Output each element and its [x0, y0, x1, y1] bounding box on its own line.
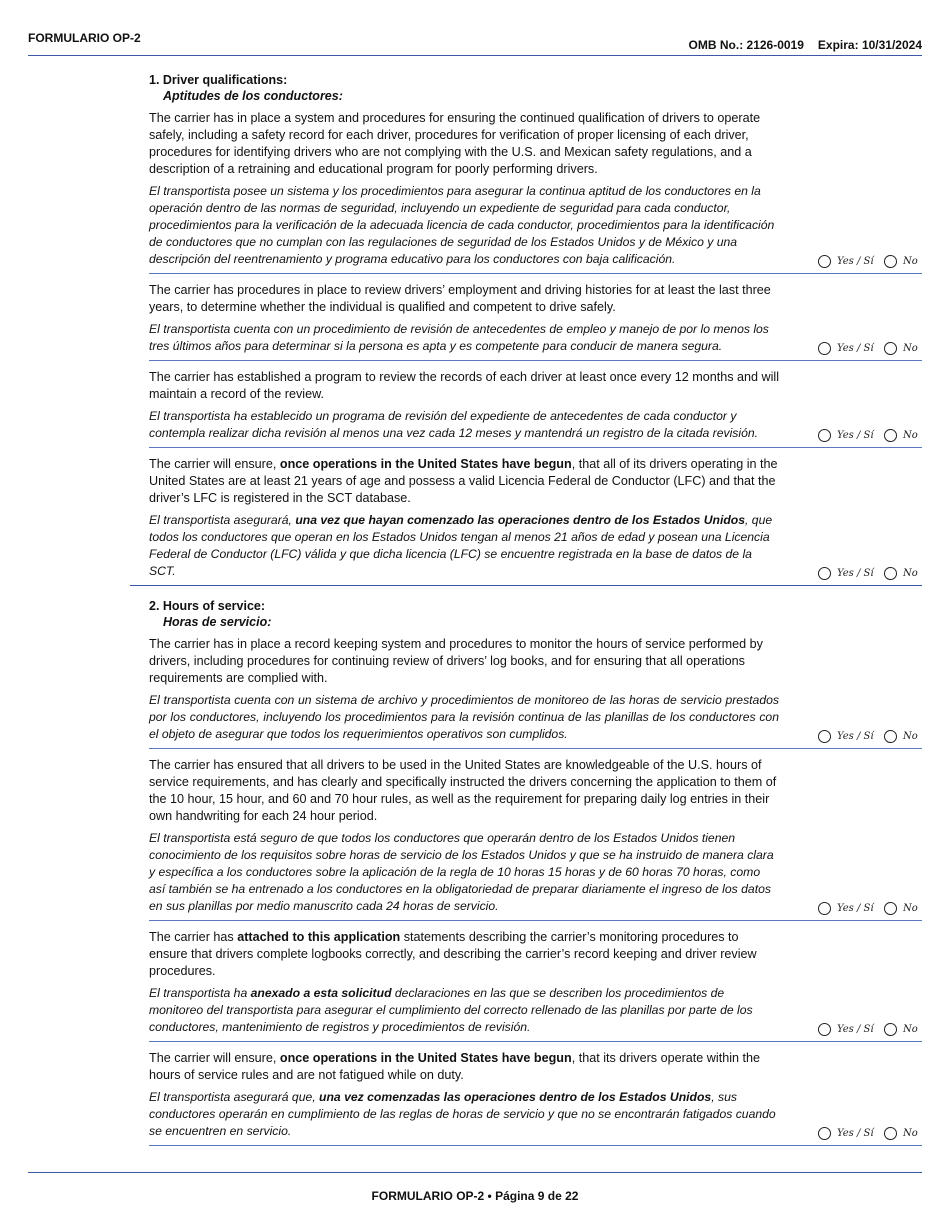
text-run: , that its drivers operate within the hours of service rules and are not fatigued while on duty. — [149, 1051, 761, 1082]
header-divider — [28, 55, 922, 56]
yes-option[interactable] — [818, 730, 884, 743]
answer-group — [818, 1127, 922, 1140]
no-option[interactable] — [884, 1127, 922, 1140]
no-label: No — [903, 731, 918, 742]
text-run: statements describing the carrier’s monitoring procedures to ensure that drivers complete logbooks correctly, and describing the carrier’s record keeping and driver review procedures. — [149, 930, 757, 978]
yes-option[interactable] — [818, 429, 884, 442]
question-text — [149, 369, 779, 442]
question-item — [149, 282, 922, 361]
yes-label: Yes / Sí — [837, 256, 874, 267]
question-item — [149, 110, 922, 274]
answer-group — [818, 1023, 922, 1036]
no-label: No — [903, 1128, 918, 1139]
text-run: The carrier has — [149, 930, 238, 944]
yes-label: Yes / Sí — [837, 1128, 874, 1139]
question-spanish: El transportista cuenta con un procedimiento de revisión de antecedentes de empleo y manejo de por lo menos los tres últimos años para determinar si la persona es apta y es competente para conducir de manera segura. — [149, 322, 769, 353]
yes-option[interactable] — [818, 902, 884, 915]
question-item — [149, 757, 922, 921]
no-radio[interactable] — [884, 342, 897, 355]
no-option[interactable] — [884, 567, 922, 580]
yes-label: Yes / Sí — [837, 1024, 874, 1035]
question-text — [149, 636, 779, 743]
expiration-date: Expira: 10/31/2024 — [817, 38, 922, 52]
question-english: The carrier has in place a system and procedures for ensuring the continued qualification of drivers to operate safely, including a safety record for each driver, procedures for verification of proper licensing of each driver, procedures for identifying drivers who are not complying with the U.S. and Mexican safety regulations, and a description of a retraining and educational program for poorly performing drivers. — [149, 111, 761, 176]
emphasis-text: una vez comenzadas las operaciones dentro de los Estados Unidos — [319, 1090, 712, 1104]
question-spanish: El transportista ha establecido un programa de revisión del expediente de antecedentes de cada conductor y contempla realizar dicha revisión al menos una vez cada 12 meses y mantendrá un registro de la citada revisión. — [149, 409, 759, 440]
yes-radio[interactable] — [818, 567, 831, 580]
text-run: declaraciones en las que se describen los procedimientos de monitoreo del transportista para asegurar el cumplimiento del correcto rellenado de las planillas por parte de los conductores, mantenimiento de registros y procedimientos de revisión. — [149, 986, 753, 1034]
question-english — [149, 456, 779, 507]
yes-radio[interactable] — [818, 342, 831, 355]
omb-info — [689, 38, 922, 52]
question-text — [149, 929, 779, 1036]
question-english: The carrier has procedures in place to review drivers’ employment and driving histories for at least the last three years, to determine whether the individual is qualified and competent to drive safely. — [149, 283, 771, 314]
no-option[interactable] — [884, 730, 922, 743]
question-english: The carrier has established a program to review the records of each driver at least once every 12 months and will maintain a record of the review. — [149, 370, 779, 401]
answer-group — [818, 255, 922, 268]
yes-label: Yes / Sí — [837, 903, 874, 914]
no-radio[interactable] — [884, 1023, 897, 1036]
no-option[interactable] — [884, 902, 922, 915]
question-text — [149, 110, 779, 268]
emphasis-text: anexado a esta solicitud — [250, 986, 392, 1000]
text-run: El transportista asegurará que, — [149, 1090, 320, 1104]
question-english: The carrier has ensured that all drivers to be used in the United States are knowledgeable of the U.S. hours of service requirements, and has clearly and specifically instructed the drivers concerning the application to them of the 10 hour, 15 hour, and 60 and 70 hour rules, as well as the requirement for preparing daily log entries in their own handwriting for each 24 hour period. — [149, 758, 777, 823]
answer-group — [818, 429, 922, 442]
form-content — [149, 72, 922, 1154]
no-radio[interactable] — [884, 255, 897, 268]
question-text — [149, 282, 779, 355]
text-run: El transportista asegurará, — [149, 513, 296, 527]
no-label: No — [903, 343, 918, 354]
yes-radio[interactable] — [818, 1127, 831, 1140]
page-footer: FORMULARIO OP-2 • Página 9 de 22 — [371, 1189, 579, 1203]
question-spanish: El transportista está seguro de que todos los conductores que operarán dentro de los Estados Unidos tienen conocimiento de los requisitos sobre horas de servicio de los Estados Unidos y que se ha instruido de manera clara y específica a los conductores sobre la aplicación de la regla de 10 horas 15 horas y de 60 horas 70 horas, como así también se ha entrenado a los conductores en la obligatoriedad de preparar diariamente el ingreso de los datos en sus planillas por medio manuscrito cada 24 horas de servicio. — [149, 831, 774, 913]
no-label: No — [903, 256, 918, 267]
no-option[interactable] — [884, 342, 922, 355]
answer-group — [818, 730, 922, 743]
question-english — [149, 1050, 779, 1084]
question-item — [149, 1050, 922, 1146]
emphasis-text: una vez que hayan comenzado las operaciones dentro de los Estados Unidos — [295, 513, 746, 527]
no-label: No — [903, 903, 918, 914]
section-title: 2. Hours of service: — [149, 599, 266, 613]
question-item — [149, 369, 922, 448]
question-text — [149, 757, 779, 915]
yes-label: Yes / Sí — [837, 430, 874, 441]
yes-radio[interactable] — [818, 1023, 831, 1036]
no-radio[interactable] — [884, 429, 897, 442]
section-subtitle: Horas de servicio: — [163, 615, 272, 629]
no-option[interactable] — [884, 255, 922, 268]
section-hours-of-service — [149, 598, 922, 1146]
yes-option[interactable] — [818, 255, 884, 268]
no-radio[interactable] — [884, 902, 897, 915]
yes-option[interactable] — [818, 1023, 884, 1036]
answer-group — [818, 902, 922, 915]
yes-radio[interactable] — [818, 902, 831, 915]
text-run: The carrier will ensure, — [149, 457, 280, 471]
text-run: , that all of its drivers operating in the United States are at least 21 years of age and possess a valid Licencia Federal de Conductor (LFC) and that the driver’s LFC is registered in the SCT database. — [149, 457, 778, 505]
section-subtitle: Aptitudes de los conductores: — [163, 89, 343, 103]
question-spanish — [149, 1089, 779, 1140]
question-text — [149, 1050, 779, 1140]
question-spanish: El transportista cuenta con un sistema de archivo y procedimientos de monitoreo de las horas de servicio prestados por los conductores, incluyendo los procedimientos para la revisión continua de las planillas de los conductores con el objeto de asegurar que todos los requerimientos operativos son cumplidos. — [149, 693, 779, 741]
question-spanish — [149, 512, 779, 580]
yes-label: Yes / Sí — [837, 568, 874, 579]
section-title: 1. Driver qualifications: — [149, 73, 288, 87]
form-name: FORMULARIO OP-2 — [28, 31, 141, 45]
no-radio[interactable] — [884, 1127, 897, 1140]
footer-divider — [28, 1172, 922, 1173]
emphasis-text: attached to this application — [237, 930, 401, 944]
question-spanish — [149, 985, 779, 1036]
no-label: No — [903, 568, 918, 579]
yes-radio[interactable] — [818, 255, 831, 268]
question-spanish: El transportista posee un sistema y los procedimientos para asegurar la continua aptitud de los conductores en la operación dentro de las normas de seguridad, incluyendo un expediente de seguridad para cada conductor, procedimientos para la verificación de la adecuada licencia de cada conductor, procedimientos para la identificación de conductores que no cumplan con las regulaciones de seguridad de los Estados Unidos y de México y una descripción del reentrenamiento y programa educativo para los conductores con baja calificación. — [149, 184, 775, 266]
text-run: El transportista ha — [149, 986, 251, 1000]
yes-option[interactable] — [818, 1127, 884, 1140]
answer-group — [818, 567, 922, 580]
no-radio[interactable] — [884, 730, 897, 743]
yes-radio[interactable] — [818, 429, 831, 442]
question-item — [130, 456, 922, 586]
answer-group — [818, 342, 922, 355]
yes-label: Yes / Sí — [837, 731, 874, 742]
no-option[interactable] — [884, 1023, 922, 1036]
question-english — [149, 929, 779, 980]
question-item — [149, 636, 922, 749]
no-option[interactable] — [884, 429, 922, 442]
no-label: No — [903, 430, 918, 441]
text-run: The carrier will ensure, — [149, 1051, 280, 1065]
section-driver-qualifications — [149, 72, 922, 586]
no-label: No — [903, 1024, 918, 1035]
text-run: , sus conductores operarán en cumplimiento de las reglas de horas de servicio y que no se encontrarán fatigados cuando se encuentren en servicio. — [149, 1090, 776, 1138]
question-text — [149, 456, 779, 580]
yes-radio[interactable] — [818, 730, 831, 743]
yes-option[interactable] — [818, 342, 884, 355]
emphasis-text: once operations in the United States have begun — [279, 457, 572, 471]
yes-option[interactable] — [818, 567, 884, 580]
question-english: The carrier has in place a record keeping system and procedures to monitor the hours of service performed by drivers, including procedures for continuing review of drivers’ log books, and for ensuring that all operations requirements are complied with. — [149, 637, 763, 685]
no-radio[interactable] — [884, 567, 897, 580]
emphasis-text: once operations in the United States have begun — [279, 1051, 572, 1065]
yes-label: Yes / Sí — [837, 343, 874, 354]
text-run: , que todos los conductores que operan en los Estados Unidos tengan al menos 21 años de edad y posean una Licencia Federal de Conductor (LFC) válida y que dicha licencia (LFC) se encuentre registrada en la base de datos de la SCT. — [149, 513, 773, 578]
omb-number: OMB No.: 2126-0019 — [688, 38, 804, 52]
question-item — [149, 929, 922, 1042]
